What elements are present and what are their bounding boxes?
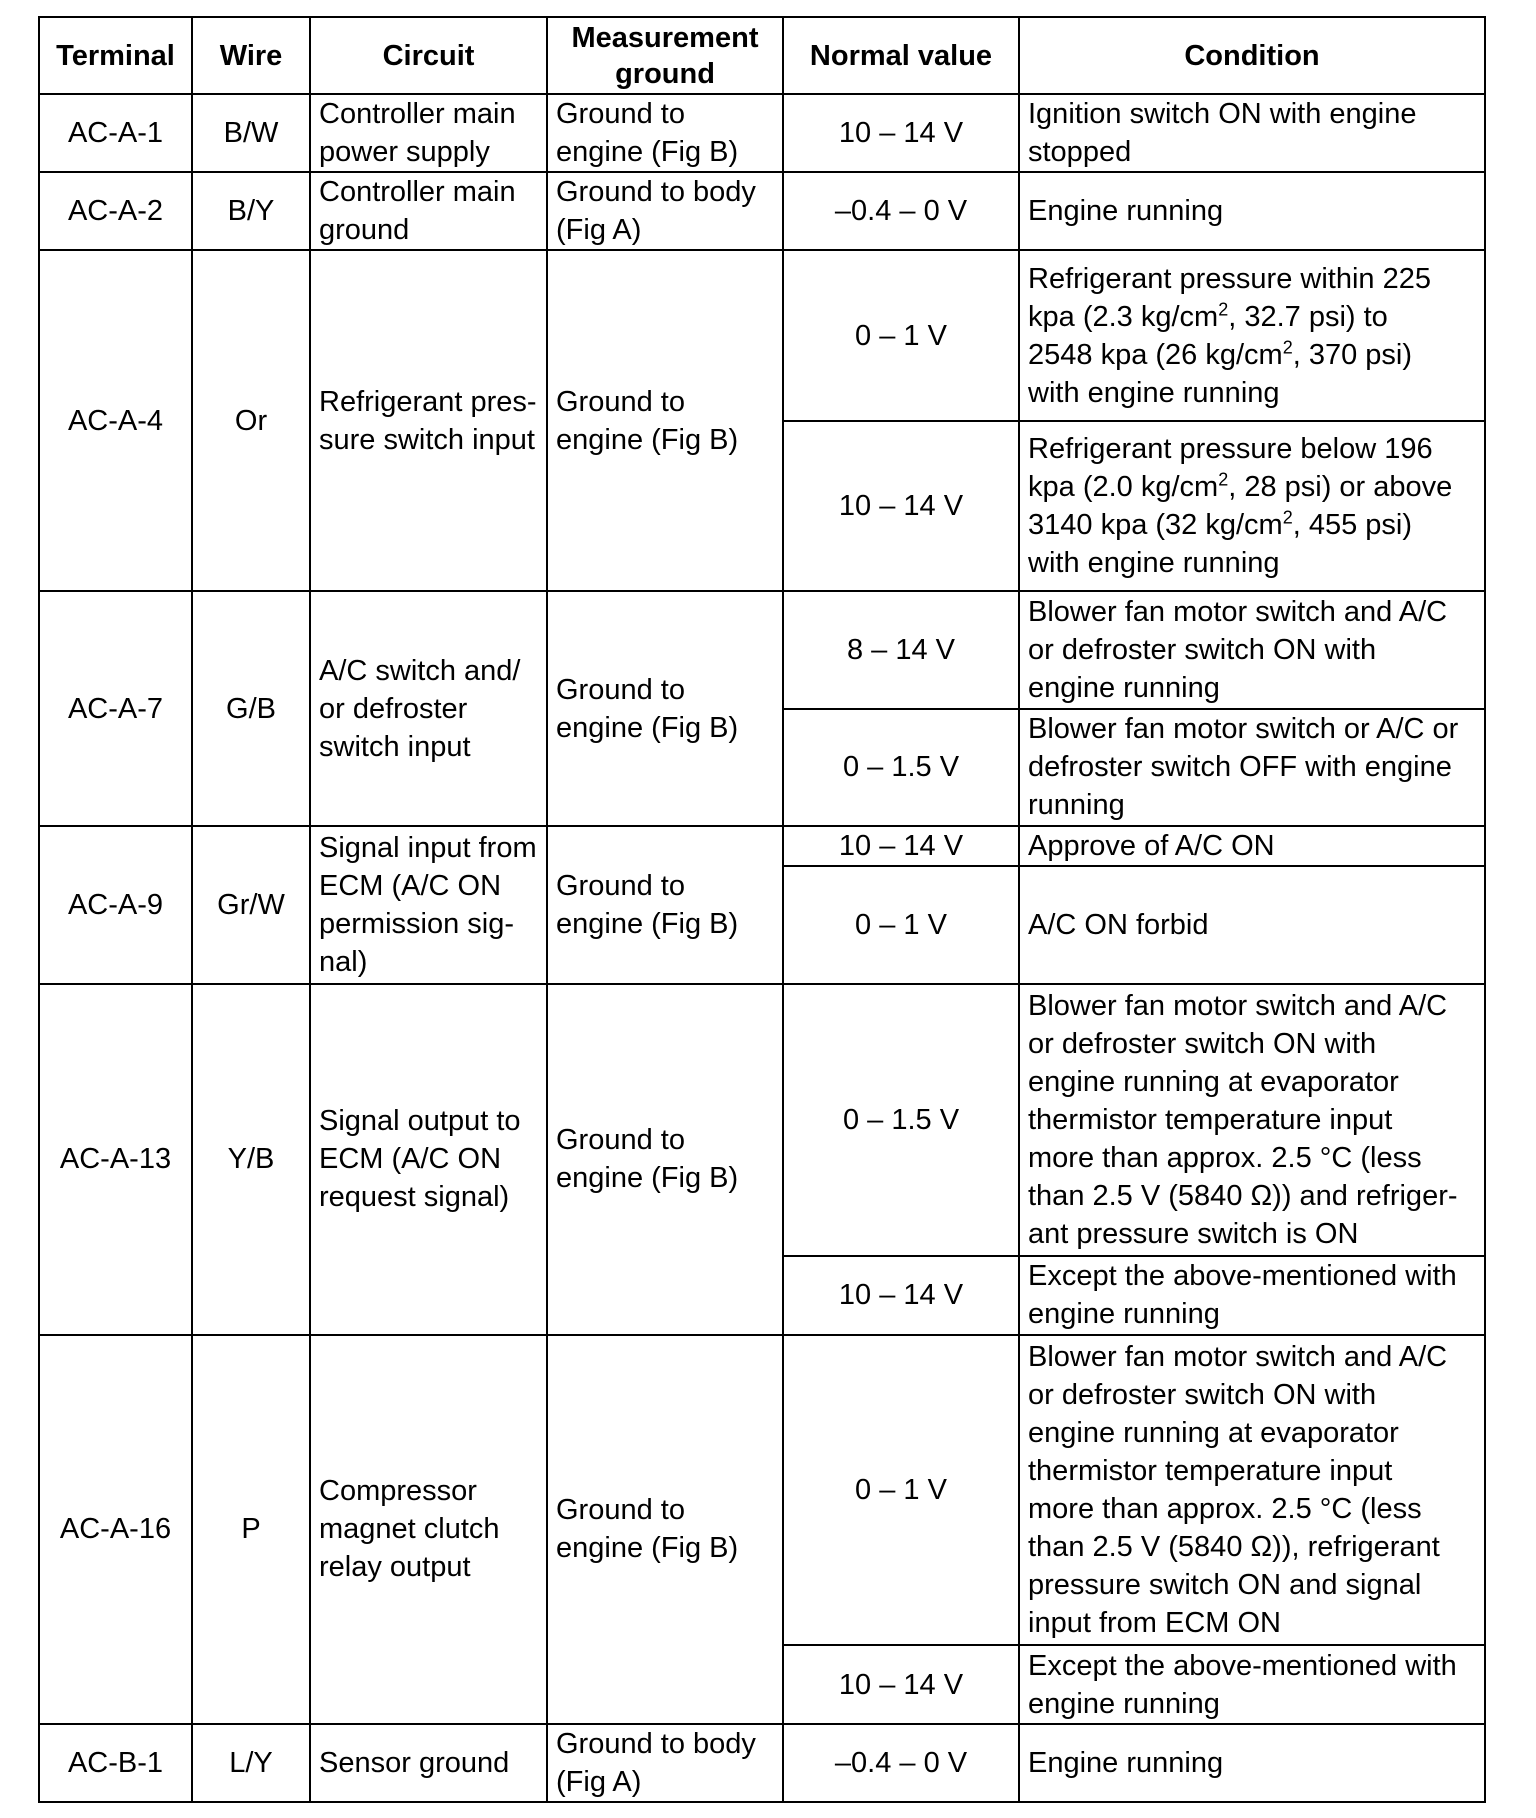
- table-row: [39, 1335, 1485, 1646]
- ground-cell: Ground to engine (Fig B): [547, 591, 783, 826]
- table-row: [39, 984, 1485, 1257]
- circuit-cell: Controller main ground: [310, 172, 547, 250]
- normal-value-cell: 0 – 1.5 V: [783, 709, 1019, 826]
- header-measurement-ground: Measurement ground: [547, 17, 783, 94]
- normal-value-cell: –0.4 – 0 V: [783, 1724, 1019, 1802]
- normal-value-cell: 0 – 1 V: [783, 1335, 1019, 1646]
- ground-cell: Ground to engine (Fig B): [547, 826, 783, 983]
- ground-cell: Ground to engine (Fig B): [547, 250, 783, 591]
- header-condition: Condition: [1019, 17, 1485, 94]
- superscript: 2: [1218, 299, 1229, 320]
- wire-cell: G/B: [192, 591, 310, 826]
- table-row: [39, 250, 1485, 420]
- circuit-cell: Sensor ground: [310, 1724, 547, 1802]
- terminal-cell: AC-A-13: [39, 984, 192, 1335]
- wire-cell: Or: [192, 250, 310, 591]
- ground-cell: Ground to body (Fig A): [547, 1724, 783, 1802]
- table-row: [39, 826, 1485, 866]
- terminal-cell: AC-A-4: [39, 250, 192, 591]
- circuit-cell: Compressor magnet clutch relay output: [310, 1335, 547, 1724]
- condition-text: , 370 psi) with engine running: [1028, 338, 1413, 409]
- terminal-cell: AC-B-1: [39, 1724, 192, 1802]
- wire-cell: L/Y: [192, 1724, 310, 1802]
- normal-value-cell: 8 – 14 V: [783, 591, 1019, 708]
- wire-cell: B/Y: [192, 172, 310, 250]
- condition-cell: [1019, 250, 1485, 420]
- table-row: [39, 94, 1485, 172]
- condition-cell: Blower fan motor switch and A/C or defroster switch ON with engine running at evaporator thermistor temperature input more than approx. 2.5 °C (less than 2.5 V (5840 Ω)), refrigerant pressure switch ON and signal input from ECM ON: [1019, 1335, 1485, 1646]
- normal-value-cell: 10 – 14 V: [783, 421, 1019, 591]
- circuit-cell: A/C switch and/ or defroster switch input: [310, 591, 547, 826]
- terminal-cell: AC-A-7: [39, 591, 192, 826]
- wire-cell: B/W: [192, 94, 310, 172]
- condition-text: Refrigerant pressure within 225 kpa (2.3 kg/cm: [1028, 262, 1431, 333]
- table-row: [39, 591, 1485, 708]
- circuit-cell: Refrigerant pres- sure switch input: [310, 250, 547, 591]
- terminal-cell: AC-A-16: [39, 1335, 192, 1724]
- terminal-voltage-table: [38, 16, 1486, 1803]
- normal-value-cell: 0 – 1 V: [783, 250, 1019, 420]
- normal-value-cell: 0 – 1 V: [783, 866, 1019, 983]
- condition-cell: Except the above-mentioned with engine running: [1019, 1256, 1485, 1334]
- superscript: 2: [1282, 507, 1293, 528]
- condition-cell: Blower fan motor switch and A/C or defroster switch ON with engine running at evaporator thermistor temperature input more than approx. 2.5 °C (less than 2.5 V (5840 Ω)) and refriger- ant pressure switch is ON: [1019, 984, 1485, 1257]
- normal-value-cell: 10 – 14 V: [783, 826, 1019, 866]
- normal-value-cell: 10 – 14 V: [783, 1256, 1019, 1334]
- header-terminal: Terminal: [39, 17, 192, 94]
- condition-cell: Except the above-mentioned with engine running: [1019, 1645, 1485, 1723]
- condition-cell: Engine running: [1019, 172, 1485, 250]
- header-circuit: Circuit: [310, 17, 547, 94]
- wire-cell: Y/B: [192, 984, 310, 1335]
- ground-cell: Ground to engine (Fig B): [547, 94, 783, 172]
- condition-cell: Approve of A/C ON: [1019, 826, 1485, 866]
- condition-text: , 32.7 psi) to 2548 kpa (26 kg/cm: [1028, 300, 1388, 371]
- ground-cell: Ground to engine (Fig B): [547, 984, 783, 1335]
- table-row: [39, 1724, 1485, 1802]
- terminal-cell: AC-A-2: [39, 172, 192, 250]
- wire-cell: P: [192, 1335, 310, 1724]
- normal-value-cell: 0 – 1.5 V: [783, 984, 1019, 1257]
- terminal-cell: AC-A-1: [39, 94, 192, 172]
- superscript: 2: [1218, 469, 1229, 490]
- condition-cell: Engine running: [1019, 1724, 1485, 1802]
- ground-cell: Ground to engine (Fig B): [547, 1335, 783, 1724]
- terminal-cell: AC-A-9: [39, 826, 192, 983]
- superscript: 2: [1282, 337, 1293, 358]
- ground-cell: Ground to body (Fig A): [547, 172, 783, 250]
- condition-cell: Blower fan motor switch or A/C or defroster switch OFF with engine running: [1019, 709, 1485, 826]
- normal-value-cell: –0.4 – 0 V: [783, 172, 1019, 250]
- header-wire: Wire: [192, 17, 310, 94]
- circuit-cell: Controller main power supply: [310, 94, 547, 172]
- circuit-cell: Signal output to ECM (A/C ON request signal): [310, 984, 547, 1335]
- header-row: [39, 17, 1485, 94]
- header-normal-value: Normal value: [783, 17, 1019, 94]
- condition-text: , 455 psi) with engine running: [1028, 509, 1413, 580]
- wire-cell: Gr/W: [192, 826, 310, 983]
- normal-value-cell: 10 – 14 V: [783, 94, 1019, 172]
- condition-cell: Ignition switch ON with engine stopped: [1019, 94, 1485, 172]
- table-row: [39, 172, 1485, 250]
- condition-cell: [1019, 421, 1485, 591]
- condition-text: , 28 psi) or above 3140 kpa (32 kg/cm: [1028, 471, 1453, 542]
- condition-cell: A/C ON forbid: [1019, 866, 1485, 983]
- normal-value-cell: 10 – 14 V: [783, 1645, 1019, 1723]
- condition-cell: Blower fan motor switch and A/C or defroster switch ON with engine running: [1019, 591, 1485, 708]
- condition-text: Refrigerant pressure below 196 kpa (2.0 kg/cm: [1028, 433, 1433, 504]
- circuit-cell: Signal input from ECM (A/C ON permission sig- nal): [310, 826, 547, 983]
